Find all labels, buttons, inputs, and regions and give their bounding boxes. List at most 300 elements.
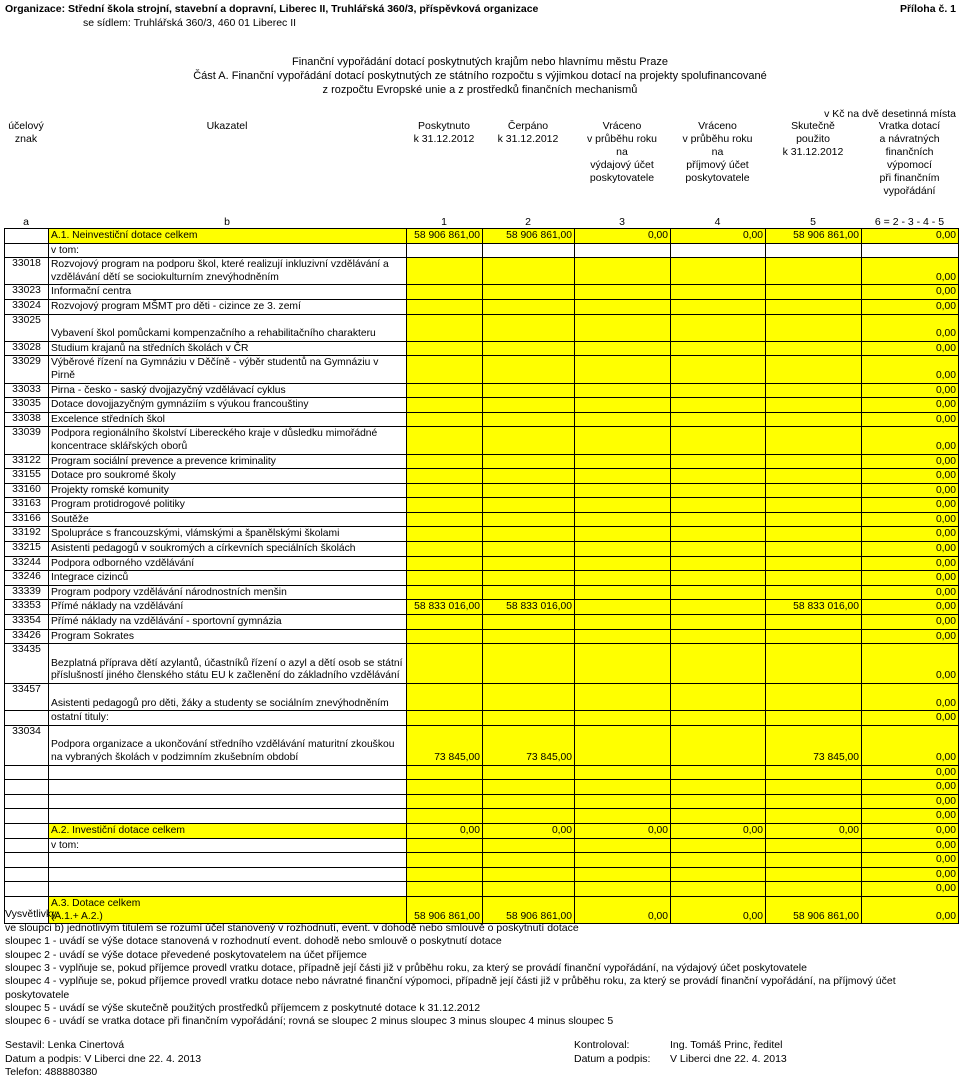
attachment-label: Příloha č. 1 [899, 3, 956, 15]
value-cell-v6: 0,00 [862, 398, 959, 413]
indicator-label: Program protidrogové politiky [49, 498, 407, 513]
value-cell-v4 [671, 585, 766, 600]
value-cell-v3 [575, 243, 671, 258]
purpose-code: 33035 [5, 398, 49, 413]
value-cell-v2 [483, 556, 575, 571]
value-cell-v2 [483, 780, 575, 795]
indicator-label: Podpora organizace a ukončování středního vzdělávání maturitní zkouškou na vybraných školách v podzimním zkušebním období [49, 725, 407, 765]
indicator-label [49, 867, 407, 882]
table-row [5, 356, 959, 383]
value-cell-v6: 0,00 [862, 867, 959, 882]
value-cell-v2 [483, 838, 575, 853]
compiled-by: Sestavil: Lenka Cinertová [5, 1039, 125, 1051]
value-cell-v6: 0,00 [862, 725, 959, 765]
value-cell-v4 [671, 794, 766, 809]
value-cell-v5: 73 845,00 [766, 725, 862, 765]
indicator-label: Přímé náklady na vzdělávání [49, 600, 407, 615]
header-line: výdajový účet [590, 159, 654, 171]
value-cell-v6: 0,00 [862, 644, 959, 684]
value-cell-v1 [407, 427, 483, 454]
value-cell-v4 [671, 314, 766, 341]
table-row [5, 285, 959, 300]
indicator-label: v tom: [49, 243, 407, 258]
value-cell-v4 [671, 483, 766, 498]
value-cell-v2 [483, 498, 575, 513]
value-cell-v5 [766, 314, 862, 341]
value-cell-v2 [483, 398, 575, 413]
purpose-code: 33339 [5, 585, 49, 600]
purpose-code [5, 853, 49, 868]
purpose-code [5, 838, 49, 853]
purpose-code: 33155 [5, 469, 49, 484]
header-col-4 [670, 120, 765, 198]
footnote-line: sloupec 4 - vyplňuje se, pokud příjemce provedl vratku dotace nebo návratné finanční výpomoci, případně její části již v průběhu roku, za který se provádí finanční vypořádání, na příjmový účet [5, 975, 896, 988]
value-cell-v6: 0,00 [862, 356, 959, 383]
header-line: použito [796, 133, 830, 145]
value-cell-v1 [407, 398, 483, 413]
table-row [5, 823, 959, 838]
table-row [5, 229, 959, 244]
value-cell-v4 [671, 882, 766, 897]
column-index-cell: 1 [441, 216, 447, 228]
value-cell-v5 [766, 867, 862, 882]
value-cell-v6: 0,00 [862, 258, 959, 285]
value-cell-v2 [483, 469, 575, 484]
purpose-code: 33160 [5, 483, 49, 498]
indicator-label: Asistenti pedagogů pro děti, žáky a studenty se sociálním znevýhodněním [49, 684, 407, 711]
settlement-table [4, 228, 959, 924]
indicator-label: Podpora regionálního školství Libereckého kraje v důsledku mimořádné koncentrace sklářských oborů [49, 427, 407, 454]
value-cell-v5: 58 906 861,00 [766, 896, 862, 923]
indicator-label: ostatní tituly: [49, 711, 407, 726]
value-cell-v3 [575, 838, 671, 853]
value-cell-v5: 58 906 861,00 [766, 229, 862, 244]
value-cell-v1 [407, 853, 483, 868]
purpose-code [5, 780, 49, 795]
value-cell-v5: 58 833 016,00 [766, 600, 862, 615]
table-row [5, 454, 959, 469]
purpose-code: 33033 [5, 383, 49, 398]
indicator-label: Program podpory vzdělávání národnostních menšin [49, 585, 407, 600]
value-cell-v1 [407, 684, 483, 711]
value-cell-v2 [483, 711, 575, 726]
value-cell-v1 [407, 512, 483, 527]
value-cell-v4 [671, 867, 766, 882]
column-index-cell: 3 [619, 216, 625, 228]
footnote-line: poskytovatele [5, 988, 70, 1001]
value-cell-v1 [407, 882, 483, 897]
table-row [5, 556, 959, 571]
value-cell-v1 [407, 314, 483, 341]
value-cell-v4 [671, 615, 766, 630]
purpose-code: 33023 [5, 285, 49, 300]
value-cell-v5 [766, 838, 862, 853]
value-cell-v3 [575, 542, 671, 557]
value-cell-v4 [671, 765, 766, 780]
value-cell-v1 [407, 615, 483, 630]
value-cell-v6: 0,00 [862, 498, 959, 513]
value-cell-v5 [766, 527, 862, 542]
header-line: Skutečně [791, 120, 835, 132]
value-cell-v2 [483, 427, 575, 454]
value-cell-v6: 0,00 [862, 556, 959, 571]
value-cell-v1 [407, 299, 483, 314]
value-cell-v5 [766, 258, 862, 285]
value-cell-v4 [671, 498, 766, 513]
table-row [5, 512, 959, 527]
value-cell-v2 [483, 412, 575, 427]
checked-by-name: Ing. Tomáš Princ, ředitel [670, 1039, 783, 1051]
indicator-label: Program sociální prevence a prevence kriminality [49, 454, 407, 469]
value-cell-v3 [575, 629, 671, 644]
header-line: k 31.12.2012 [413, 133, 475, 145]
value-cell-v1 [407, 867, 483, 882]
header-line: k 31.12.2012 [497, 133, 559, 145]
header-line: Ukazatel [206, 120, 248, 132]
column-index-cell: b [224, 216, 230, 228]
footnote-line: sloupec 1 - uvádí se výše dotace stanovená v rozhodnutí event. dohodě nebo smlouvě o poskytnutí dotace [5, 935, 502, 948]
value-cell-v2 [483, 765, 575, 780]
value-cell-v6: 0,00 [862, 571, 959, 586]
value-cell-v4 [671, 398, 766, 413]
value-cell-v2 [483, 512, 575, 527]
table-row [5, 780, 959, 795]
value-cell-v1 [407, 542, 483, 557]
table-row [5, 684, 959, 711]
header-line: účelový [8, 120, 44, 132]
table-row [5, 542, 959, 557]
value-cell-v3 [575, 600, 671, 615]
value-cell-v6: 0,00 [862, 454, 959, 469]
value-cell-v5 [766, 794, 862, 809]
value-cell-v3: 0,00 [575, 823, 671, 838]
value-cell-v2 [483, 542, 575, 557]
purpose-code: 33354 [5, 615, 49, 630]
purpose-code [5, 867, 49, 882]
value-cell-v5 [766, 644, 862, 684]
purpose-code: 33246 [5, 571, 49, 586]
value-cell-v2 [483, 299, 575, 314]
header-line: a návratných [879, 133, 940, 145]
table-row [5, 838, 959, 853]
value-cell-v4 [671, 299, 766, 314]
value-cell-v2 [483, 314, 575, 341]
value-cell-v5 [766, 498, 862, 513]
value-cell-v1 [407, 838, 483, 853]
header-line: Čerpáno [507, 120, 549, 132]
table-row [5, 527, 959, 542]
value-cell-v3 [575, 469, 671, 484]
value-cell-v1 [407, 794, 483, 809]
table-row [5, 341, 959, 356]
indicator-label: Přímé náklady na vzdělávání - sportovní gymnázia [49, 615, 407, 630]
value-cell-v1 [407, 498, 483, 513]
value-cell-v2 [483, 629, 575, 644]
value-cell-v5 [766, 882, 862, 897]
value-cell-v1 [407, 780, 483, 795]
indicator-label: A.3. Dotace celkem (A.1.+ A.2.) [49, 896, 407, 923]
section-subtitle: z rozpočtu Evropské unie a z prostředků finančních mechanismů [322, 84, 638, 96]
purpose-code [5, 243, 49, 258]
indicator-label: Rozvojový program MŠMT pro děti - cizince ze 3. zemí [49, 299, 407, 314]
indicator-label: Pirna - česko - saský dvojjazyčný vzdělávací cyklus [49, 383, 407, 398]
value-cell-v1: 58 833 016,00 [407, 600, 483, 615]
value-cell-v6: 0,00 [862, 285, 959, 300]
table-row [5, 383, 959, 398]
indicator-label [49, 853, 407, 868]
indicator-label: Spolupráce s francouzskými, vlámskými a španělskými školami [49, 527, 407, 542]
value-cell-v5 [766, 711, 862, 726]
header-col-a [4, 120, 48, 198]
value-cell-v2 [483, 341, 575, 356]
value-cell-v1 [407, 585, 483, 600]
indicator-label: Integrace cizinců [49, 571, 407, 586]
value-cell-v4 [671, 243, 766, 258]
header-line: v průběhu roku [586, 133, 658, 145]
value-cell-v5: 0,00 [766, 823, 862, 838]
date-signature-right: V Liberci dne 22. 4. 2013 [670, 1053, 787, 1065]
value-cell-v3 [575, 585, 671, 600]
value-cell-v1 [407, 556, 483, 571]
value-cell-v5 [766, 285, 862, 300]
value-cell-v5 [766, 383, 862, 398]
value-cell-v4: 0,00 [671, 823, 766, 838]
value-cell-v5 [766, 454, 862, 469]
value-cell-v4: 0,00 [671, 229, 766, 244]
value-cell-v2 [483, 454, 575, 469]
indicator-label: Informační centra [49, 285, 407, 300]
indicator-label: Podpora odborného vzdělávání [49, 556, 407, 571]
footnote-line: sloupec 6 - uvádí se vratka dotace při finančním vypořádání; rovná se sloupec 2 minus sloupec 3 minus sloupec 4 minus sloupec 5 [5, 1015, 614, 1028]
value-cell-v4 [671, 644, 766, 684]
value-cell-v3 [575, 341, 671, 356]
value-cell-v4 [671, 427, 766, 454]
header-line: finančních [885, 146, 934, 158]
indicator-label: Studium krajanů na středních školách v ČR [49, 341, 407, 356]
indicator-label: A.1. Neinvestiční dotace celkem [49, 229, 407, 244]
organization-name: Organizace: Střední škola strojní, stavební a dopravní, Liberec II, Truhlářská 360/3, příspěvková organizace [5, 3, 539, 15]
value-cell-v3 [575, 644, 671, 684]
value-cell-v1: 0,00 [407, 823, 483, 838]
value-cell-v2 [483, 794, 575, 809]
value-cell-v4 [671, 454, 766, 469]
indicator-label: Program Sokrates [49, 629, 407, 644]
value-cell-v1 [407, 341, 483, 356]
value-cell-v2: 0,00 [483, 823, 575, 838]
value-cell-v6: 0,00 [862, 229, 959, 244]
value-cell-v1 [407, 527, 483, 542]
table-row [5, 809, 959, 824]
value-cell-v3 [575, 285, 671, 300]
value-cell-v3 [575, 725, 671, 765]
value-cell-v6: 0,00 [862, 427, 959, 454]
indicator-label: Bezplatná příprava dětí azylantů, účastníků řízení o azyl a dětí osob se státní příslušností jiného členského státu EU k začlenění do základního vzdělávání [49, 644, 407, 684]
value-cell-v1 [407, 629, 483, 644]
value-cell-v5 [766, 542, 862, 557]
value-cell-v4 [671, 412, 766, 427]
value-cell-v3 [575, 615, 671, 630]
value-cell-v3 [575, 314, 671, 341]
table-row [5, 600, 959, 615]
purpose-code: 33426 [5, 629, 49, 644]
value-cell-v6: 0,00 [862, 823, 959, 838]
value-cell-v6: 0,00 [862, 527, 959, 542]
table-row [5, 314, 959, 341]
value-cell-v6: 0,00 [862, 896, 959, 923]
value-cell-v3 [575, 258, 671, 285]
value-cell-v6: 0,00 [862, 809, 959, 824]
value-cell-v5 [766, 684, 862, 711]
value-cell-v6: 0,00 [862, 585, 959, 600]
value-cell-v6: 0,00 [862, 469, 959, 484]
value-cell-v1: 58 906 861,00 [407, 229, 483, 244]
value-cell-v2 [483, 585, 575, 600]
value-cell-v2 [483, 243, 575, 258]
value-cell-v1 [407, 454, 483, 469]
table-row [5, 629, 959, 644]
value-cell-v1 [407, 243, 483, 258]
table-row [5, 882, 959, 897]
purpose-code: 33038 [5, 412, 49, 427]
header-col-6 [861, 120, 958, 198]
header-line: příjmový účet [686, 159, 749, 171]
purpose-code: 33028 [5, 341, 49, 356]
indicator-label: Výběrové řízení na Gymnáziu v Děčíně - výběr studentů na Gymnáziu v Pirně [49, 356, 407, 383]
value-cell-v5 [766, 571, 862, 586]
value-cell-v6 [862, 243, 959, 258]
value-cell-v4 [671, 556, 766, 571]
purpose-code: 33025 [5, 314, 49, 341]
column-index-cell: 5 [810, 216, 816, 228]
header-line: na [616, 146, 628, 158]
value-cell-v2: 58 906 861,00 [483, 229, 575, 244]
header-col-1 [406, 120, 482, 198]
value-cell-v2 [483, 483, 575, 498]
header-line: poskytovatele [685, 172, 750, 184]
footnote-line: ve sloupci b) jednotlivým titulem se rozumí účel stanovený v rozhodnutí, event. v dohodě nebo smlouvě o poskytnutí dotace [5, 922, 579, 934]
value-cell-v2: 58 906 861,00 [483, 896, 575, 923]
table-row [5, 585, 959, 600]
value-cell-v5 [766, 412, 862, 427]
header-line: Poskytnuto [418, 120, 470, 132]
table-row [5, 615, 959, 630]
value-cell-v5 [766, 483, 862, 498]
purpose-code: 33353 [5, 600, 49, 615]
column-index-cell: 2 [525, 216, 531, 228]
value-cell-v1 [407, 571, 483, 586]
value-cell-v3 [575, 483, 671, 498]
value-cell-v3 [575, 398, 671, 413]
value-cell-v4 [671, 341, 766, 356]
header-line: k 31.12.2012 [782, 146, 844, 158]
value-cell-v3 [575, 684, 671, 711]
value-cell-v5 [766, 243, 862, 258]
purpose-code: 33457 [5, 684, 49, 711]
value-cell-v6: 0,00 [862, 711, 959, 726]
value-cell-v1 [407, 469, 483, 484]
value-cell-v5 [766, 615, 862, 630]
indicator-label: Excelence středních škol [49, 412, 407, 427]
table-row [5, 483, 959, 498]
value-cell-v3 [575, 527, 671, 542]
value-cell-v1 [407, 483, 483, 498]
table-row [5, 412, 959, 427]
value-cell-v6: 0,00 [862, 600, 959, 615]
value-cell-v4 [671, 512, 766, 527]
header-col-b [48, 120, 406, 198]
value-cell-v2 [483, 383, 575, 398]
table-row [5, 867, 959, 882]
purpose-code: 33029 [5, 356, 49, 383]
organization-address: se sídlem: Truhlářská 360/3, 460 01 Liberec II [83, 17, 297, 29]
value-cell-v2 [483, 527, 575, 542]
purpose-code [5, 882, 49, 897]
indicator-label [49, 882, 407, 897]
indicator-label: Soutěže [49, 512, 407, 527]
value-cell-v4 [671, 469, 766, 484]
value-cell-v2 [483, 285, 575, 300]
value-cell-v4 [671, 600, 766, 615]
header-line: při finančním [879, 172, 940, 184]
column-headers [4, 120, 958, 198]
table-row [5, 725, 959, 765]
value-cell-v6: 0,00 [862, 794, 959, 809]
value-cell-v4 [671, 571, 766, 586]
date-signature-right-label: Datum a podpis: [574, 1053, 651, 1065]
value-cell-v1 [407, 644, 483, 684]
value-cell-v1 [407, 383, 483, 398]
indicator-label [49, 809, 407, 824]
value-cell-v6: 0,00 [862, 314, 959, 341]
table-row [5, 498, 959, 513]
value-cell-v3 [575, 356, 671, 383]
indicator-label [49, 780, 407, 795]
value-cell-v4 [671, 711, 766, 726]
value-cell-v2 [483, 867, 575, 882]
value-cell-v6: 0,00 [862, 838, 959, 853]
value-cell-v3 [575, 383, 671, 398]
table-row [5, 794, 959, 809]
value-cell-v2 [483, 571, 575, 586]
table-row [5, 765, 959, 780]
value-cell-v3 [575, 867, 671, 882]
value-cell-v2 [483, 644, 575, 684]
section-title: Část A. Finanční vypořádání dotací poskytnutých ze státního rozpočtu s výjimkou dotací na projekty spolufinancované [193, 70, 767, 82]
value-cell-v2 [483, 615, 575, 630]
value-cell-v5 [766, 780, 862, 795]
table-row [5, 644, 959, 684]
indicator-label: A.2. Investiční dotace celkem [49, 823, 407, 838]
value-cell-v1 [407, 285, 483, 300]
value-cell-v3 [575, 780, 671, 795]
column-index-cell: 6 = 2 - 3 - 4 - 5 [874, 216, 945, 228]
value-cell-v3 [575, 794, 671, 809]
footnote-line: sloupec 5 - uvádí se výše skutečně použitých prostředků příjemcem z poskytnuté dotace k 31.12.2012 [5, 1001, 481, 1014]
indicator-label: Projekty romské komunity [49, 483, 407, 498]
value-cell-v1 [407, 711, 483, 726]
value-cell-v4 [671, 258, 766, 285]
value-cell-v3 [575, 412, 671, 427]
header-line: na [711, 146, 724, 158]
checked-by-label: Kontroloval: [574, 1039, 630, 1051]
value-cell-v5 [766, 585, 862, 600]
value-cell-v2: 73 845,00 [483, 725, 575, 765]
value-cell-v1: 58 906 861,00 [407, 896, 483, 923]
indicator-label: Dotace pro soukromé školy [49, 469, 407, 484]
document-title: Finanční vypořádání dotací poskytnutých krajům nebo hlavnímu městu Praze [291, 56, 669, 68]
value-cell-v2 [483, 356, 575, 383]
value-cell-v3 [575, 882, 671, 897]
